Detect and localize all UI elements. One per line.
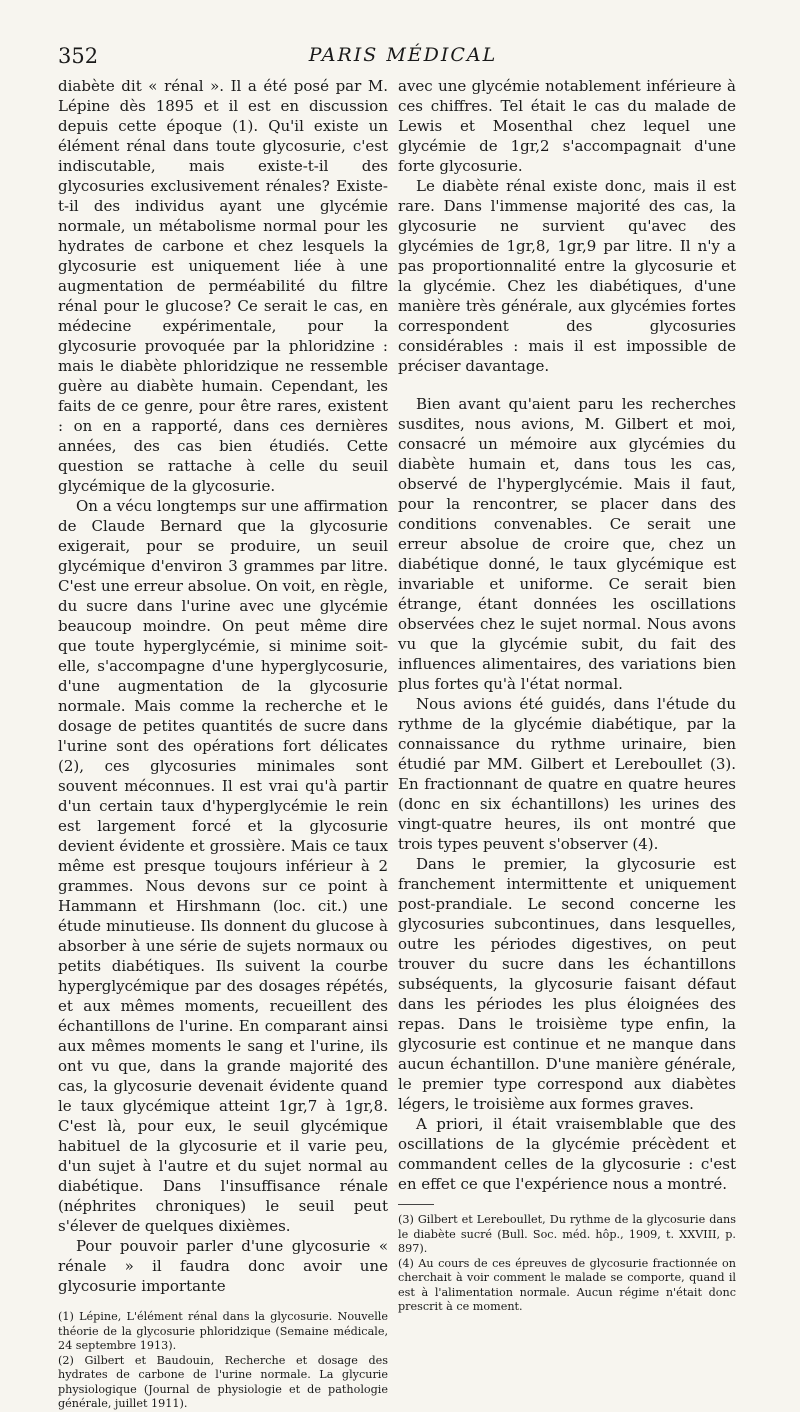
paragraph: avec une glycémie notablement inférieure à ces chiffres. Tel était le cas du malade de Lewis et Mosenthal chez lequel une glycémie de 1gr,2 s'accompagnait d'une forte glycosurie. xyxy=(398,77,736,175)
right-column xyxy=(398,76,736,1315)
footnote: (3) Gilbert et Lereboullet, Du rythme de la glycosurie dans le diabète sucré (Bull. Soc. méd. hôp., 1909, t. XXVIII, p. 897). xyxy=(398,1213,736,1255)
footnote-divider xyxy=(398,1204,434,1205)
paragraph: A priori, il était vraisemblable que des oscillations de la glycémie précèdent et commandent celles de la glycosurie : c'est en effet ce que l'expérience nous a montré. xyxy=(398,1115,736,1193)
paragraph: Nous avions été guidés, dans l'étude du rythme de la glycémie diabétique, par la connaissance du rythme urinaire, bien étudié par MM. Gilbert et Lereboullet (3). En fractionnant de quatre en quatre heures (donc en six échantillons) les urines des vingt-quatre heures, ils ont montré que trois types peuvent s'observer (4). xyxy=(398,695,736,853)
page-number: 352 xyxy=(58,44,99,68)
paragraph: Bien avant qu'aient paru les recherches susdites, nous avions, M. Gilbert et moi, consacré un mémoire aux glycémies du diabète humain et, dans tous les cas, observé de l'hyperglycémie. Mais il faut, pour la rencontrer, se placer dans des conditions convenables. Ce serait une erreur absolue de croire que, chez un diabétique donné, le taux glycémique est invariable et uniforme. Ce serait bien étrange, étant données les oscillations observées chez le sujet normal. Nous avons vu que la glycémie subit, du fait des influences alimentaires, des variations bien plus fortes qu'à l'état normal. xyxy=(398,395,736,693)
paragraph: Le diabète rénal existe donc, mais il est rare. Dans l'immense majorité des cas, la glycosurie ne survient qu'avec des glycémies de 1gr,8, 1gr,9 par litre. Il n'y a pas proportionnalité entre la glycosurie et la glycémie. Chez les diabétiques, d'une manière très générale, aux glycémies fortes correspondent des glycosuries considérables : mais il est impossible de préciser davantage. xyxy=(398,177,736,375)
page-header xyxy=(58,44,748,70)
paragraph: Pour pouvoir parler d'une glycosurie « rénale » il faudra donc avoir une glycosurie importante xyxy=(58,1237,388,1295)
paragraph: Dans le premier, la glycosurie est franchement intermittente et uniquement post-prandiale. Le second concerne les glycosuries subcontinues, dans lesquelles, outre les périodes digestives, on peut trouver du sucre dans les échantillons subséquents, la glycosurie faisant défaut dans les périodes les plus éloignées des repas. Dans le troisième type enfin, la glycosurie est continue et ne manque dans aucun échantillon. D'une manière générale, le premier type correspond aux diabètes légers, le troisième aux formes graves. xyxy=(398,855,736,1113)
footnotes-left xyxy=(58,1310,388,1412)
left-column xyxy=(58,76,388,1412)
footnote: (2) Gilbert et Baudouin, Recherche et dosage des hydrates de carbone de l'urine normale. La glycurie physiologique (Journal de physiologie et de pathologie générale, juillet 1911). xyxy=(58,1353,388,1410)
paragraph: diabète dit « rénal ». Il a été posé par M. Lépine dès 1895 et il est en discussion depuis cette époque (1). Qu'il existe un élément rénal dans toute glycosurie, c'est indiscutable, mais existe-t-il des glycosuries exclusivement rénales? Existe-t-il des individus ayant une glycémie normale, un métabolisme normal pour les hydrates de carbone et chez lesquels la glycosurie est uniquement liée à une augmentation de perméabilité du filtre rénal pour le glucose? Ce serait le cas, en médecine expérimentale, pour la glycosurie provoquée par la phloridzine : mais le diabète phloridzique ne ressemble guère au diabète humain. Cependant, les faits de ce genre, pour être rares, existent : on en a rapporté, dans ces dernières années, des cas bien étudiés. Cette question se rattache à celle du seuil glycémique de la glycosurie. xyxy=(58,77,388,495)
footnote: (1) Lépine, L'élément rénal dans la glycosurie. Nouvelle théorie de la glycosurie phloridzique (Semaine médicale, 24 septembre 1913). xyxy=(58,1310,388,1352)
journal-title: PARIS MÉDICAL xyxy=(308,44,498,66)
footnote: (4) Au cours de ces épreuves de glycosurie fractionnée on cherchait à voir comment le malade se comporte, quand il est à l'alimentation normale. Aucun régime n'était donc prescrit à ce moment. xyxy=(398,1256,736,1313)
paragraph: On a vécu longtemps sur une affirmation de Claude Bernard que la glycosurie exigerait, pour se produire, un seuil glycémique d'environ 3 grammes par litre. C'est une erreur absolue. On voit, en règle, du sucre dans l'urine avec une glycémie beaucoup moindre. On peut même dire que toute hyperglycémie, si minime soit-elle, s'accompagne d'une hyperglycosurie, d'une augmentation de la glycosurie normale. Mais comme la recherche et le dosage de petites quantités de sucre dans l'urine sont des opérations fort délicates (2), ces glycosuries minimales sont souvent méconnues. Il est vrai qu'à partir d'un certain taux d'hyperglycémie le rein est largement forcé et la glycosurie devient évidente et grossière. Mais ce taux même est presque toujours inférieur à 2 grammes. Nous devons sur ce point à Hammann et Hirshmann (loc. cit.) une étude minutieuse. Ils donnent du glucose à absorber à une série de sujets normaux ou petits diabétiques. Ils suivent la courbe hyperglycémique par des dosages répétés, et aux mêmes moments, recueillent des échantillons de l'urine. En comparant ainsi aux mêmes moments le sang et l'urine, ils ont vu que, dans la grande majorité des cas, la glycosurie devenait évidente quand le taux glycémique atteint 1gr,7 à 1gr,8. C'est là, pour eux, le seuil glycémique habituel de la glycosurie et il varie peu, d'un sujet à l'autre et du sujet normal au diabétique. Dans l'insuffisance rénale (néphrites chroniques) le seuil peut s'élever de quelques dixièmes. xyxy=(58,497,388,1235)
